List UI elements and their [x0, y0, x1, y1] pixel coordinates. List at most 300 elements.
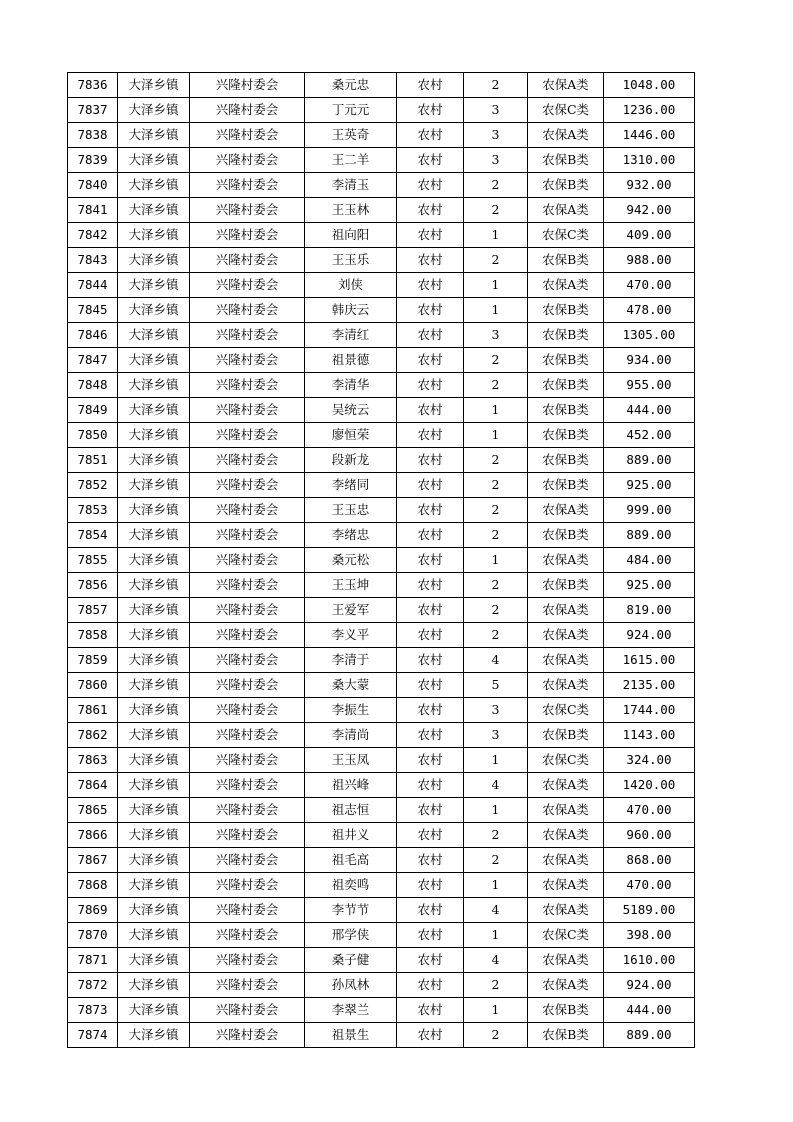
- amount-cell: 955.00: [604, 373, 695, 398]
- record-number-cell: 7854: [68, 523, 118, 548]
- village-committee-cell: 兴隆村委会: [190, 523, 305, 548]
- person-name-cell: 祖奕鸣: [305, 873, 397, 898]
- insurance-category-cell: 农保A类: [528, 548, 604, 573]
- household-count-cell: 2: [464, 973, 528, 998]
- amount-cell: 470.00: [604, 273, 695, 298]
- table-row: [68, 798, 695, 823]
- person-name-cell: 桑大蒙: [305, 673, 397, 698]
- town-cell: 大泽乡镇: [118, 198, 190, 223]
- amount-cell: 444.00: [604, 998, 695, 1023]
- insurance-category-cell: 农保A类: [528, 973, 604, 998]
- household-count-cell: 1: [464, 998, 528, 1023]
- area-type-cell: 农村: [397, 173, 464, 198]
- village-committee-cell: 兴隆村委会: [190, 223, 305, 248]
- town-cell: 大泽乡镇: [118, 123, 190, 148]
- town-cell: 大泽乡镇: [118, 573, 190, 598]
- record-number-cell: 7847: [68, 348, 118, 373]
- village-committee-cell: 兴隆村委会: [190, 198, 305, 223]
- insurance-category-cell: 农保B类: [528, 148, 604, 173]
- record-number-cell: 7851: [68, 448, 118, 473]
- amount-cell: 444.00: [604, 398, 695, 423]
- table-row: [68, 123, 695, 148]
- record-number-cell: 7848: [68, 373, 118, 398]
- village-committee-cell: 兴隆村委会: [190, 723, 305, 748]
- town-cell: 大泽乡镇: [118, 423, 190, 448]
- town-cell: 大泽乡镇: [118, 473, 190, 498]
- insurance-category-cell: 农保B类: [528, 173, 604, 198]
- record-number-cell: 7867: [68, 848, 118, 873]
- household-count-cell: 2: [464, 73, 528, 98]
- area-type-cell: 农村: [397, 523, 464, 548]
- village-committee-cell: 兴隆村委会: [190, 948, 305, 973]
- village-committee-cell: 兴隆村委会: [190, 98, 305, 123]
- table-row: [68, 673, 695, 698]
- record-number-cell: 7842: [68, 223, 118, 248]
- person-name-cell: 祖志恒: [305, 798, 397, 823]
- village-committee-cell: 兴隆村委会: [190, 548, 305, 573]
- table-row: [68, 73, 695, 98]
- village-committee-cell: 兴隆村委会: [190, 673, 305, 698]
- table-row: [68, 823, 695, 848]
- area-type-cell: 农村: [397, 1023, 464, 1048]
- person-name-cell: 桑元忠: [305, 73, 397, 98]
- area-type-cell: 农村: [397, 973, 464, 998]
- town-cell: 大泽乡镇: [118, 798, 190, 823]
- area-type-cell: 农村: [397, 848, 464, 873]
- table-row: [68, 98, 695, 123]
- amount-cell: 5189.00: [604, 898, 695, 923]
- area-type-cell: 农村: [397, 773, 464, 798]
- record-number-cell: 7861: [68, 698, 118, 723]
- insurance-category-cell: 农保B类: [528, 323, 604, 348]
- village-committee-cell: 兴隆村委会: [190, 348, 305, 373]
- person-name-cell: 祖景生: [305, 1023, 397, 1048]
- area-type-cell: 农村: [397, 998, 464, 1023]
- town-cell: 大泽乡镇: [118, 923, 190, 948]
- amount-cell: 960.00: [604, 823, 695, 848]
- table-row: [68, 273, 695, 298]
- record-number-cell: 7863: [68, 748, 118, 773]
- table-row: [68, 298, 695, 323]
- person-name-cell: 李绪同: [305, 473, 397, 498]
- town-cell: 大泽乡镇: [118, 498, 190, 523]
- insurance-category-cell: 农保C类: [528, 223, 604, 248]
- amount-cell: 932.00: [604, 173, 695, 198]
- person-name-cell: 李义平: [305, 623, 397, 648]
- insurance-category-cell: 农保A类: [528, 673, 604, 698]
- area-type-cell: 农村: [397, 423, 464, 448]
- insurance-category-cell: 农保A类: [528, 773, 604, 798]
- table-row: [68, 223, 695, 248]
- household-count-cell: 2: [464, 498, 528, 523]
- table-row: [68, 548, 695, 573]
- amount-cell: 398.00: [604, 923, 695, 948]
- record-number-cell: 7868: [68, 873, 118, 898]
- household-count-cell: 2: [464, 1023, 528, 1048]
- town-cell: 大泽乡镇: [118, 973, 190, 998]
- area-type-cell: 农村: [397, 598, 464, 623]
- town-cell: 大泽乡镇: [118, 223, 190, 248]
- area-type-cell: 农村: [397, 648, 464, 673]
- table-row: [68, 1023, 695, 1048]
- record-number-cell: 7849: [68, 398, 118, 423]
- village-committee-cell: 兴隆村委会: [190, 798, 305, 823]
- household-count-cell: 3: [464, 98, 528, 123]
- village-committee-cell: 兴隆村委会: [190, 173, 305, 198]
- town-cell: 大泽乡镇: [118, 273, 190, 298]
- town-cell: 大泽乡镇: [118, 723, 190, 748]
- record-number-cell: 7855: [68, 548, 118, 573]
- table-row: [68, 623, 695, 648]
- record-number-cell: 7859: [68, 648, 118, 673]
- insurance-category-cell: 农保B类: [528, 1023, 604, 1048]
- area-type-cell: 农村: [397, 123, 464, 148]
- village-committee-cell: 兴隆村委会: [190, 473, 305, 498]
- table-row: [68, 998, 695, 1023]
- person-name-cell: 王爱军: [305, 598, 397, 623]
- village-committee-cell: 兴隆村委会: [190, 1023, 305, 1048]
- village-committee-cell: 兴隆村委会: [190, 698, 305, 723]
- person-name-cell: 王玉忠: [305, 498, 397, 523]
- person-name-cell: 李翠兰: [305, 998, 397, 1023]
- amount-cell: 819.00: [604, 598, 695, 623]
- insurance-category-cell: 农保A类: [528, 948, 604, 973]
- area-type-cell: 农村: [397, 698, 464, 723]
- area-type-cell: 农村: [397, 748, 464, 773]
- record-number-cell: 7865: [68, 798, 118, 823]
- area-type-cell: 农村: [397, 673, 464, 698]
- household-count-cell: 1: [464, 273, 528, 298]
- town-cell: 大泽乡镇: [118, 523, 190, 548]
- area-type-cell: 农村: [397, 873, 464, 898]
- roster-body: [68, 73, 695, 1048]
- table-row: [68, 948, 695, 973]
- household-count-cell: 2: [464, 373, 528, 398]
- amount-cell: 452.00: [604, 423, 695, 448]
- amount-cell: 868.00: [604, 848, 695, 873]
- amount-cell: 470.00: [604, 798, 695, 823]
- table-row: [68, 723, 695, 748]
- record-number-cell: 7853: [68, 498, 118, 523]
- village-committee-cell: 兴隆村委会: [190, 648, 305, 673]
- record-number-cell: 7837: [68, 98, 118, 123]
- area-type-cell: 农村: [397, 448, 464, 473]
- table-row: [68, 648, 695, 673]
- record-number-cell: 7846: [68, 323, 118, 348]
- village-committee-cell: 兴隆村委会: [190, 973, 305, 998]
- insurance-category-cell: 农保A类: [528, 273, 604, 298]
- town-cell: 大泽乡镇: [118, 448, 190, 473]
- insurance-category-cell: 农保A类: [528, 198, 604, 223]
- person-name-cell: 李绪忠: [305, 523, 397, 548]
- insurance-category-cell: 农保B类: [528, 348, 604, 373]
- amount-cell: 934.00: [604, 348, 695, 373]
- person-name-cell: 孙凤林: [305, 973, 397, 998]
- village-committee-cell: 兴隆村委会: [190, 398, 305, 423]
- amount-cell: 942.00: [604, 198, 695, 223]
- area-type-cell: 农村: [397, 148, 464, 173]
- table-row: [68, 848, 695, 873]
- person-name-cell: 李振生: [305, 698, 397, 723]
- amount-cell: 999.00: [604, 498, 695, 523]
- insurance-category-cell: 农保B类: [528, 573, 604, 598]
- insurance-category-cell: 农保A类: [528, 798, 604, 823]
- person-name-cell: 段新龙: [305, 448, 397, 473]
- person-name-cell: 李节节: [305, 898, 397, 923]
- area-type-cell: 农村: [397, 898, 464, 923]
- amount-cell: 925.00: [604, 573, 695, 598]
- town-cell: 大泽乡镇: [118, 398, 190, 423]
- town-cell: 大泽乡镇: [118, 748, 190, 773]
- insurance-category-cell: 农保A类: [528, 73, 604, 98]
- insurance-category-cell: 农保B类: [528, 723, 604, 748]
- record-number-cell: 7845: [68, 298, 118, 323]
- amount-cell: 889.00: [604, 448, 695, 473]
- town-cell: 大泽乡镇: [118, 623, 190, 648]
- village-committee-cell: 兴隆村委会: [190, 73, 305, 98]
- town-cell: 大泽乡镇: [118, 148, 190, 173]
- area-type-cell: 农村: [397, 798, 464, 823]
- insurance-category-cell: 农保A类: [528, 623, 604, 648]
- record-number-cell: 7839: [68, 148, 118, 173]
- person-name-cell: 李清华: [305, 373, 397, 398]
- area-type-cell: 农村: [397, 98, 464, 123]
- amount-cell: 1143.00: [604, 723, 695, 748]
- household-count-cell: 1: [464, 873, 528, 898]
- table-row: [68, 323, 695, 348]
- amount-cell: 1744.00: [604, 698, 695, 723]
- area-type-cell: 农村: [397, 73, 464, 98]
- village-committee-cell: 兴隆村委会: [190, 748, 305, 773]
- table-row: [68, 198, 695, 223]
- amount-cell: 924.00: [604, 623, 695, 648]
- table-row: [68, 598, 695, 623]
- area-type-cell: 农村: [397, 548, 464, 573]
- household-count-cell: 3: [464, 323, 528, 348]
- record-number-cell: 7860: [68, 673, 118, 698]
- area-type-cell: 农村: [397, 573, 464, 598]
- table-row: [68, 423, 695, 448]
- area-type-cell: 农村: [397, 273, 464, 298]
- insurance-category-cell: 农保B类: [528, 473, 604, 498]
- person-name-cell: 桑子健: [305, 948, 397, 973]
- person-name-cell: 祖井义: [305, 823, 397, 848]
- table-row: [68, 373, 695, 398]
- household-count-cell: 1: [464, 798, 528, 823]
- household-count-cell: 2: [464, 348, 528, 373]
- record-number-cell: 7840: [68, 173, 118, 198]
- area-type-cell: 农村: [397, 298, 464, 323]
- household-count-cell: 4: [464, 948, 528, 973]
- amount-cell: 889.00: [604, 523, 695, 548]
- area-type-cell: 农村: [397, 498, 464, 523]
- area-type-cell: 农村: [397, 473, 464, 498]
- insurance-category-cell: 农保A类: [528, 873, 604, 898]
- table-row: [68, 923, 695, 948]
- town-cell: 大泽乡镇: [118, 998, 190, 1023]
- town-cell: 大泽乡镇: [118, 1023, 190, 1048]
- town-cell: 大泽乡镇: [118, 548, 190, 573]
- table-row: [68, 398, 695, 423]
- household-count-cell: 1: [464, 423, 528, 448]
- record-number-cell: 7874: [68, 1023, 118, 1048]
- amount-cell: 925.00: [604, 473, 695, 498]
- insurance-category-cell: 农保A类: [528, 848, 604, 873]
- table-row: [68, 248, 695, 273]
- amount-cell: 889.00: [604, 1023, 695, 1048]
- village-committee-cell: 兴隆村委会: [190, 623, 305, 648]
- table-row: [68, 523, 695, 548]
- insurance-category-cell: 农保A类: [528, 598, 604, 623]
- village-committee-cell: 兴隆村委会: [190, 923, 305, 948]
- amount-cell: 1048.00: [604, 73, 695, 98]
- household-count-cell: 2: [464, 198, 528, 223]
- village-committee-cell: 兴隆村委会: [190, 248, 305, 273]
- area-type-cell: 农村: [397, 623, 464, 648]
- household-count-cell: 2: [464, 598, 528, 623]
- village-committee-cell: 兴隆村委会: [190, 448, 305, 473]
- area-type-cell: 农村: [397, 223, 464, 248]
- table-row: [68, 973, 695, 998]
- village-committee-cell: 兴隆村委会: [190, 273, 305, 298]
- record-number-cell: 7870: [68, 923, 118, 948]
- town-cell: 大泽乡镇: [118, 298, 190, 323]
- insurance-category-cell: 农保B类: [528, 298, 604, 323]
- record-number-cell: 7857: [68, 598, 118, 623]
- household-count-cell: 3: [464, 723, 528, 748]
- amount-cell: 409.00: [604, 223, 695, 248]
- area-type-cell: 农村: [397, 198, 464, 223]
- table-row: [68, 773, 695, 798]
- household-count-cell: 2: [464, 573, 528, 598]
- record-number-cell: 7850: [68, 423, 118, 448]
- household-count-cell: 2: [464, 523, 528, 548]
- household-count-cell: 2: [464, 848, 528, 873]
- insurance-category-cell: 农保A类: [528, 498, 604, 523]
- household-count-cell: 1: [464, 923, 528, 948]
- household-count-cell: 3: [464, 123, 528, 148]
- person-name-cell: 王玉乐: [305, 248, 397, 273]
- insurance-category-cell: 农保A类: [528, 823, 604, 848]
- person-name-cell: 王玉林: [305, 198, 397, 223]
- village-committee-cell: 兴隆村委会: [190, 823, 305, 848]
- record-number-cell: 7856: [68, 573, 118, 598]
- person-name-cell: 刘侠: [305, 273, 397, 298]
- town-cell: 大泽乡镇: [118, 323, 190, 348]
- household-count-cell: 4: [464, 648, 528, 673]
- person-name-cell: 吴统云: [305, 398, 397, 423]
- record-number-cell: 7858: [68, 623, 118, 648]
- town-cell: 大泽乡镇: [118, 823, 190, 848]
- insurance-category-cell: 农保B类: [528, 248, 604, 273]
- person-name-cell: 李清玉: [305, 173, 397, 198]
- table-row: [68, 173, 695, 198]
- table-row: [68, 873, 695, 898]
- table-row: [68, 498, 695, 523]
- village-committee-cell: 兴隆村委会: [190, 323, 305, 348]
- person-name-cell: 王二羊: [305, 148, 397, 173]
- record-number-cell: 7873: [68, 998, 118, 1023]
- table-row: [68, 573, 695, 598]
- town-cell: 大泽乡镇: [118, 898, 190, 923]
- village-committee-cell: 兴隆村委会: [190, 148, 305, 173]
- village-committee-cell: 兴隆村委会: [190, 873, 305, 898]
- record-number-cell: 7844: [68, 273, 118, 298]
- amount-cell: 2135.00: [604, 673, 695, 698]
- town-cell: 大泽乡镇: [118, 873, 190, 898]
- household-count-cell: 2: [464, 448, 528, 473]
- subsidy-roster-table: [67, 72, 695, 1048]
- insurance-category-cell: 农保A类: [528, 123, 604, 148]
- village-committee-cell: 兴隆村委会: [190, 898, 305, 923]
- amount-cell: 470.00: [604, 873, 695, 898]
- table-row: [68, 748, 695, 773]
- amount-cell: 924.00: [604, 973, 695, 998]
- village-committee-cell: 兴隆村委会: [190, 123, 305, 148]
- insurance-category-cell: 农保B类: [528, 998, 604, 1023]
- table-row: [68, 148, 695, 173]
- record-number-cell: 7862: [68, 723, 118, 748]
- person-name-cell: 廖恒荣: [305, 423, 397, 448]
- town-cell: 大泽乡镇: [118, 98, 190, 123]
- amount-cell: 484.00: [604, 548, 695, 573]
- town-cell: 大泽乡镇: [118, 173, 190, 198]
- town-cell: 大泽乡镇: [118, 73, 190, 98]
- insurance-category-cell: 农保B类: [528, 448, 604, 473]
- area-type-cell: 农村: [397, 823, 464, 848]
- village-committee-cell: 兴隆村委会: [190, 423, 305, 448]
- person-name-cell: 王玉坤: [305, 573, 397, 598]
- record-number-cell: 7871: [68, 948, 118, 973]
- household-count-cell: 1: [464, 223, 528, 248]
- town-cell: 大泽乡镇: [118, 248, 190, 273]
- household-count-cell: 1: [464, 548, 528, 573]
- person-name-cell: 祖向阳: [305, 223, 397, 248]
- area-type-cell: 农村: [397, 398, 464, 423]
- record-number-cell: 7843: [68, 248, 118, 273]
- town-cell: 大泽乡镇: [118, 648, 190, 673]
- town-cell: 大泽乡镇: [118, 598, 190, 623]
- record-number-cell: 7852: [68, 473, 118, 498]
- amount-cell: 1310.00: [604, 148, 695, 173]
- person-name-cell: 李清红: [305, 323, 397, 348]
- record-number-cell: 7872: [68, 973, 118, 998]
- insurance-category-cell: 农保B类: [528, 398, 604, 423]
- insurance-category-cell: 农保C类: [528, 698, 604, 723]
- table-row: [68, 348, 695, 373]
- record-number-cell: 7838: [68, 123, 118, 148]
- amount-cell: 1305.00: [604, 323, 695, 348]
- area-type-cell: 农村: [397, 723, 464, 748]
- table-row: [68, 473, 695, 498]
- record-number-cell: 7864: [68, 773, 118, 798]
- amount-cell: 324.00: [604, 748, 695, 773]
- village-committee-cell: 兴隆村委会: [190, 498, 305, 523]
- person-name-cell: 李清尚: [305, 723, 397, 748]
- insurance-category-cell: 农保A类: [528, 648, 604, 673]
- person-name-cell: 韩庆云: [305, 298, 397, 323]
- household-count-cell: 4: [464, 773, 528, 798]
- village-committee-cell: 兴隆村委会: [190, 848, 305, 873]
- insurance-category-cell: 农保A类: [528, 898, 604, 923]
- amount-cell: 988.00: [604, 248, 695, 273]
- village-committee-cell: 兴隆村委会: [190, 773, 305, 798]
- person-name-cell: 丁元元: [305, 98, 397, 123]
- person-name-cell: 祖毛高: [305, 848, 397, 873]
- insurance-category-cell: 农保C类: [528, 748, 604, 773]
- table-row: [68, 698, 695, 723]
- person-name-cell: 祖兴峰: [305, 773, 397, 798]
